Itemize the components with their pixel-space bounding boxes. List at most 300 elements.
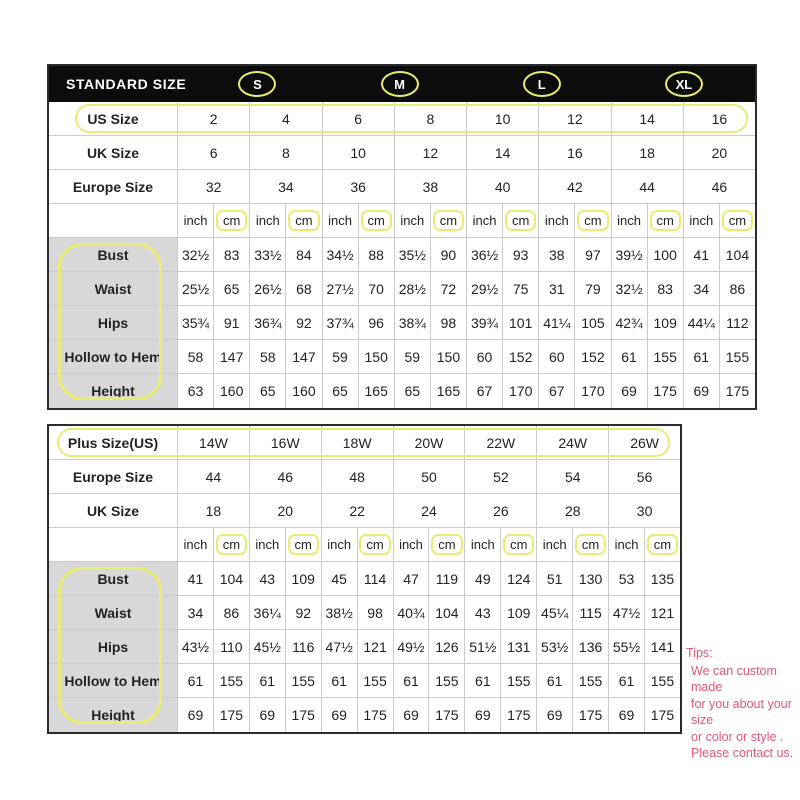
standard-size-title: STANDARD SIZE	[66, 76, 187, 92]
measure-value-cell: 69	[321, 698, 357, 732]
measure-value-cell: 33½	[249, 238, 285, 271]
size-value-cell: 22W	[464, 426, 536, 459]
size-group-cell	[186, 66, 328, 102]
size-group-cell	[613, 66, 755, 102]
unit-text: cm	[216, 534, 247, 555]
size-value-cell: 24W	[536, 426, 608, 459]
unit-cell	[574, 204, 610, 237]
unit-cell	[572, 528, 608, 561]
unit-text: inch	[327, 537, 352, 552]
measure-value-cell: 109	[285, 562, 321, 595]
measure-row-label: Height	[49, 374, 177, 408]
unit-text: inch	[328, 213, 352, 228]
plus-size-rows	[49, 426, 680, 528]
measure-value-cell: 131	[500, 630, 536, 663]
measure-row	[49, 272, 755, 306]
size-group-badges	[186, 66, 755, 102]
unit-text: cm	[288, 534, 319, 555]
measure-value-cell: 61	[321, 664, 357, 697]
measure-row-values	[177, 664, 680, 697]
measure-value-cell: 37¾	[322, 306, 358, 339]
size-row-label: UK Size	[86, 144, 140, 161]
measure-value-cell: 41¼	[538, 306, 574, 339]
unit-cell	[719, 204, 755, 237]
unit-cell	[177, 204, 213, 237]
size-value-cell: 2	[177, 102, 249, 135]
measure-row-values	[177, 562, 680, 595]
size-value-cell: 34	[249, 170, 321, 203]
tips-line: Please contact us.	[691, 746, 794, 760]
measure-value-cell: 130	[572, 562, 608, 595]
measure-row-values	[177, 238, 755, 271]
measure-value-cell: 136	[572, 630, 608, 663]
unit-text: cm	[216, 210, 247, 231]
unit-text: cm	[647, 534, 678, 555]
size-value-cell: 56	[608, 460, 680, 493]
size-row	[49, 170, 755, 204]
unit-text: cm	[503, 534, 534, 555]
measure-value-cell: 44¼	[683, 306, 719, 339]
measure-value-cell: 175	[428, 698, 464, 732]
measure-value-cell: 36¼	[249, 596, 285, 629]
size-value-cell: 40	[466, 170, 538, 203]
measure-value-cell: 69	[608, 698, 644, 732]
unit-cell	[466, 204, 502, 237]
unit-text: cm	[359, 534, 390, 555]
measure-value-cell: 100	[647, 238, 683, 271]
measure-value-cell: 43½	[177, 630, 213, 663]
measure-row-label: Hips	[49, 306, 177, 339]
size-value-cell: 36	[322, 170, 394, 203]
measure-value-cell: 39¾	[466, 306, 502, 339]
measure-value-cell: 34	[683, 272, 719, 305]
measure-value-cell: 36½	[466, 238, 502, 271]
unit-cell	[611, 204, 647, 237]
size-row	[49, 460, 680, 494]
tips-line: or color or style .	[691, 729, 784, 744]
measure-value-cell: 91	[213, 306, 249, 339]
measure-row-values	[177, 306, 755, 339]
size-row	[49, 102, 755, 136]
size-row-values	[177, 494, 680, 527]
measure-value-cell: 51	[536, 562, 572, 595]
size-value-cell: 50	[393, 460, 465, 493]
measure-value-cell: 83	[213, 238, 249, 271]
unit-text: inch	[399, 537, 423, 552]
size-value-cell: 18	[611, 136, 683, 169]
measure-value-cell: 121	[357, 630, 393, 663]
unit-cell	[249, 528, 285, 561]
size-row-label: Plus Size(US)	[67, 434, 159, 451]
unit-text: inch	[544, 213, 569, 228]
size-value-cell: 28	[536, 494, 608, 527]
measure-value-cell: 175	[647, 374, 683, 408]
plus-measure-rows	[49, 562, 680, 732]
size-circle-icon	[381, 71, 419, 97]
measure-row	[49, 596, 680, 630]
measure-value-cell: 141	[644, 630, 680, 663]
measure-value-cell: 75	[502, 272, 538, 305]
size-row-label: Europe Size	[72, 178, 154, 195]
measure-value-cell: 51½	[464, 630, 500, 663]
measure-row	[49, 238, 755, 272]
unit-cell	[393, 528, 429, 561]
measure-value-cell: 27½	[322, 272, 358, 305]
unit-text: inch	[617, 213, 641, 228]
unit-cell	[536, 528, 572, 561]
measure-value-cell: 165	[358, 374, 394, 408]
measure-value-cell: 69	[393, 698, 429, 732]
measure-value-cell: 35¾	[177, 306, 213, 339]
size-value-cell: 10	[466, 102, 538, 135]
measure-value-cell: 43	[464, 596, 500, 629]
measure-value-cell: 98	[357, 596, 393, 629]
unit-cell	[249, 204, 285, 237]
size-row-values	[177, 460, 680, 493]
size-value-cell: 22	[321, 494, 393, 527]
unit-text: inch	[689, 213, 714, 228]
unit-cell	[683, 204, 719, 237]
measure-value-cell: 84	[285, 238, 321, 271]
measure-value-cell: 150	[430, 340, 466, 373]
measure-row-values	[177, 272, 755, 305]
unit-text: inch	[183, 213, 208, 228]
measure-value-cell: 69	[177, 698, 213, 732]
measure-value-cell: 38½	[321, 596, 357, 629]
measure-value-cell: 110	[213, 630, 249, 663]
measure-row	[49, 306, 755, 340]
measure-value-cell: 112	[719, 306, 755, 339]
size-value-cell: 26	[464, 494, 536, 527]
unit-cell	[285, 528, 321, 561]
unit-cell	[358, 204, 394, 237]
standard-size-header-bar	[49, 66, 755, 102]
measure-value-cell: 63	[177, 374, 213, 408]
measure-value-cell: 105	[574, 306, 610, 339]
size-group-letter: S	[253, 76, 262, 92]
measure-row-label: Bust	[49, 562, 177, 595]
measure-value-cell: 45½	[249, 630, 285, 663]
measure-value-cell: 126	[428, 630, 464, 663]
measure-value-cell: 67	[466, 374, 502, 408]
measure-value-cell: 155	[647, 340, 683, 373]
unit-cell	[213, 204, 249, 237]
measure-value-cell: 61	[683, 340, 719, 373]
measure-value-cell: 68	[285, 272, 321, 305]
size-circle-icon	[523, 71, 561, 97]
size-value-cell: 20	[249, 494, 321, 527]
size-value-cell: 16	[683, 102, 755, 135]
measure-value-cell: 32½	[177, 238, 213, 271]
measure-row	[49, 698, 680, 732]
measure-value-cell: 92	[285, 306, 321, 339]
unit-cell	[428, 528, 464, 561]
size-value-cell: 14	[466, 136, 538, 169]
measure-value-cell: 58	[177, 340, 213, 373]
measure-value-cell: 28½	[394, 272, 430, 305]
measure-value-cell: 31	[538, 272, 574, 305]
size-value-cell: 32	[177, 170, 249, 203]
measure-value-cell: 72	[430, 272, 466, 305]
measure-row-label: Waist	[49, 596, 177, 629]
measure-value-cell: 155	[213, 664, 249, 697]
measure-row-values	[177, 698, 680, 732]
measure-value-cell: 34	[177, 596, 213, 629]
size-group-letter: M	[394, 76, 405, 92]
measure-value-cell: 155	[357, 664, 393, 697]
unit-text: cm	[577, 210, 608, 231]
unit-cell	[213, 528, 249, 561]
measure-value-cell: 152	[574, 340, 610, 373]
measure-value-cell: 90	[430, 238, 466, 271]
size-group-cell	[329, 66, 471, 102]
measure-value-cell: 45	[321, 562, 357, 595]
measure-value-cell: 104	[213, 562, 249, 595]
size-value-cell: 46	[683, 170, 755, 203]
size-value-cell: 6	[322, 102, 394, 135]
measure-value-cell: 55½	[608, 630, 644, 663]
standard-size-table	[47, 64, 757, 410]
measure-value-cell: 70	[358, 272, 394, 305]
measure-value-cell: 60	[538, 340, 574, 373]
measure-value-cell: 165	[430, 374, 466, 408]
unit-text: inch	[255, 213, 280, 228]
measure-value-cell: 61	[393, 664, 429, 697]
unit-row	[49, 528, 680, 562]
measure-value-cell: 32½	[611, 272, 647, 305]
unit-cell	[500, 528, 536, 561]
measure-value-cell: 86	[213, 596, 249, 629]
measure-row-label: Height	[49, 698, 177, 732]
measure-value-cell: 170	[574, 374, 610, 408]
unit-cells	[177, 204, 755, 237]
size-value-cell: 16	[538, 136, 610, 169]
size-value-cell: 6	[177, 136, 249, 169]
unit-text: cm	[722, 210, 753, 231]
measure-value-cell: 109	[647, 306, 683, 339]
measure-value-cell: 104	[428, 596, 464, 629]
unit-cell	[608, 528, 644, 561]
tips-line: We can custom made	[691, 663, 777, 694]
measure-value-cell: 69	[536, 698, 572, 732]
measure-value-cell: 67	[538, 374, 574, 408]
size-value-cell: 30	[608, 494, 680, 527]
size-value-cell: 48	[321, 460, 393, 493]
measure-row-label: Waist	[49, 272, 177, 305]
measure-value-cell: 58	[249, 340, 285, 373]
measure-row-values	[177, 374, 755, 408]
size-value-cell: 24	[393, 494, 465, 527]
measure-value-cell: 69	[611, 374, 647, 408]
measure-value-cell: 26½	[249, 272, 285, 305]
measure-value-cell: 104	[719, 238, 755, 271]
measure-value-cell: 43	[249, 562, 285, 595]
tips-note	[686, 645, 798, 762]
measure-value-cell: 109	[500, 596, 536, 629]
measure-value-cell: 65	[394, 374, 430, 408]
measure-value-cell: 116	[285, 630, 321, 663]
measure-value-cell: 83	[647, 272, 683, 305]
unit-cells	[177, 528, 680, 561]
measure-value-cell: 47½	[608, 596, 644, 629]
measure-value-cell: 29½	[466, 272, 502, 305]
tips-title: Tips:	[686, 646, 713, 660]
size-row-values	[177, 170, 755, 203]
size-row-label: Europe Size	[72, 468, 154, 485]
measure-value-cell: 101	[502, 306, 538, 339]
measure-value-cell: 124	[500, 562, 536, 595]
measure-value-cell: 97	[574, 238, 610, 271]
size-value-cell: 16W	[249, 426, 321, 459]
measure-value-cell: 155	[428, 664, 464, 697]
size-circle-icon	[238, 71, 276, 97]
standard-measure-rows	[49, 238, 755, 408]
tips-lines	[686, 663, 798, 762]
unit-text: cm	[431, 534, 462, 555]
measure-value-cell: 38	[538, 238, 574, 271]
unit-row	[49, 204, 755, 238]
measure-value-cell: 61	[177, 664, 213, 697]
measure-row-label: Hollow to Hem	[49, 340, 177, 373]
measure-value-cell: 25½	[177, 272, 213, 305]
size-value-cell: 44	[177, 460, 249, 493]
measure-value-cell: 93	[502, 238, 538, 271]
unit-text: inch	[614, 537, 639, 552]
measure-row-values	[177, 340, 755, 373]
size-value-cell: 44	[611, 170, 683, 203]
size-value-cell: 12	[394, 136, 466, 169]
measure-value-cell: 175	[357, 698, 393, 732]
measure-value-cell: 175	[213, 698, 249, 732]
measure-row	[49, 630, 680, 664]
measure-row-values	[177, 596, 680, 629]
measure-value-cell: 61	[536, 664, 572, 697]
measure-value-cell: 150	[358, 340, 394, 373]
measure-value-cell: 59	[394, 340, 430, 373]
unit-cell	[430, 204, 466, 237]
measure-row	[49, 562, 680, 596]
unit-text: cm	[650, 210, 681, 231]
measure-row-label: Hips	[49, 630, 177, 663]
size-value-cell: 38	[394, 170, 466, 203]
unit-cell	[177, 528, 213, 561]
measure-value-cell: 42¾	[611, 306, 647, 339]
measure-value-cell: 175	[719, 374, 755, 408]
measure-value-cell: 155	[285, 664, 321, 697]
unit-cell	[502, 204, 538, 237]
measure-value-cell: 49½	[393, 630, 429, 663]
measure-row	[49, 340, 755, 374]
unit-cell	[464, 528, 500, 561]
size-row-label: US Size	[87, 110, 139, 127]
measure-value-cell: 69	[249, 698, 285, 732]
unit-cell	[321, 528, 357, 561]
unit-row-label	[49, 528, 177, 561]
plus-size-table	[47, 424, 682, 734]
unit-cell	[357, 528, 393, 561]
measure-value-cell: 47	[393, 562, 429, 595]
tips-line: for you about your size	[691, 696, 792, 727]
measure-row-label: Bust	[49, 238, 177, 271]
measure-value-cell: 38¾	[394, 306, 430, 339]
measure-value-cell: 61	[608, 664, 644, 697]
measure-row-label: Hollow to Hem	[49, 664, 177, 697]
measure-value-cell: 36¾	[249, 306, 285, 339]
measure-value-cell: 92	[285, 596, 321, 629]
measure-value-cell: 155	[719, 340, 755, 373]
unit-row-label	[49, 204, 177, 237]
measure-value-cell: 170	[502, 374, 538, 408]
measure-value-cell: 41	[683, 238, 719, 271]
unit-text: inch	[470, 537, 495, 552]
measure-value-cell: 65	[213, 272, 249, 305]
measure-value-cell: 35½	[394, 238, 430, 271]
size-row-values	[177, 426, 680, 459]
unit-cell	[322, 204, 358, 237]
measure-value-cell: 65	[322, 374, 358, 408]
size-value-cell: 14	[611, 102, 683, 135]
size-circle-icon	[665, 71, 703, 97]
unit-text: inch	[255, 537, 280, 552]
unit-text: cm	[361, 210, 392, 231]
measure-value-cell: 155	[572, 664, 608, 697]
measure-value-cell: 175	[285, 698, 321, 732]
measure-value-cell: 47½	[321, 630, 357, 663]
measure-value-cell: 160	[285, 374, 321, 408]
unit-text: cm	[433, 210, 464, 231]
measure-value-cell: 53	[608, 562, 644, 595]
standard-size-rows	[49, 102, 755, 204]
measure-value-cell: 41	[177, 562, 213, 595]
unit-cell	[644, 528, 680, 561]
unit-text: inch	[400, 213, 425, 228]
measure-value-cell: 86	[719, 272, 755, 305]
measure-value-cell: 155	[644, 664, 680, 697]
measure-value-cell: 152	[502, 340, 538, 373]
measure-value-cell: 147	[285, 340, 321, 373]
unit-text: cm	[288, 210, 319, 231]
measure-value-cell: 61	[611, 340, 647, 373]
measure-value-cell: 49	[464, 562, 500, 595]
measure-value-cell: 96	[358, 306, 394, 339]
size-value-cell: 20	[683, 136, 755, 169]
measure-value-cell: 34½	[322, 238, 358, 271]
unit-text: cm	[575, 534, 606, 555]
unit-cell	[647, 204, 683, 237]
size-row	[49, 494, 680, 528]
measure-value-cell: 40¾	[393, 596, 429, 629]
size-group-letter: XL	[675, 76, 693, 92]
size-value-cell: 8	[249, 136, 321, 169]
measure-value-cell: 175	[644, 698, 680, 732]
unit-text: cm	[505, 210, 536, 231]
size-group-cell	[471, 66, 613, 102]
measure-value-cell: 175	[500, 698, 536, 732]
size-row-label: UK Size	[86, 502, 140, 519]
unit-cell	[285, 204, 321, 237]
measure-value-cell: 160	[213, 374, 249, 408]
measure-value-cell: 61	[464, 664, 500, 697]
unit-cell	[538, 204, 574, 237]
size-value-cell: 4	[249, 102, 321, 135]
measure-value-cell: 69	[464, 698, 500, 732]
unit-text: inch	[542, 537, 567, 552]
measure-value-cell: 79	[574, 272, 610, 305]
measure-value-cell: 39½	[611, 238, 647, 271]
size-value-cell: 46	[249, 460, 321, 493]
measure-value-cell: 59	[322, 340, 358, 373]
size-row	[49, 136, 755, 170]
